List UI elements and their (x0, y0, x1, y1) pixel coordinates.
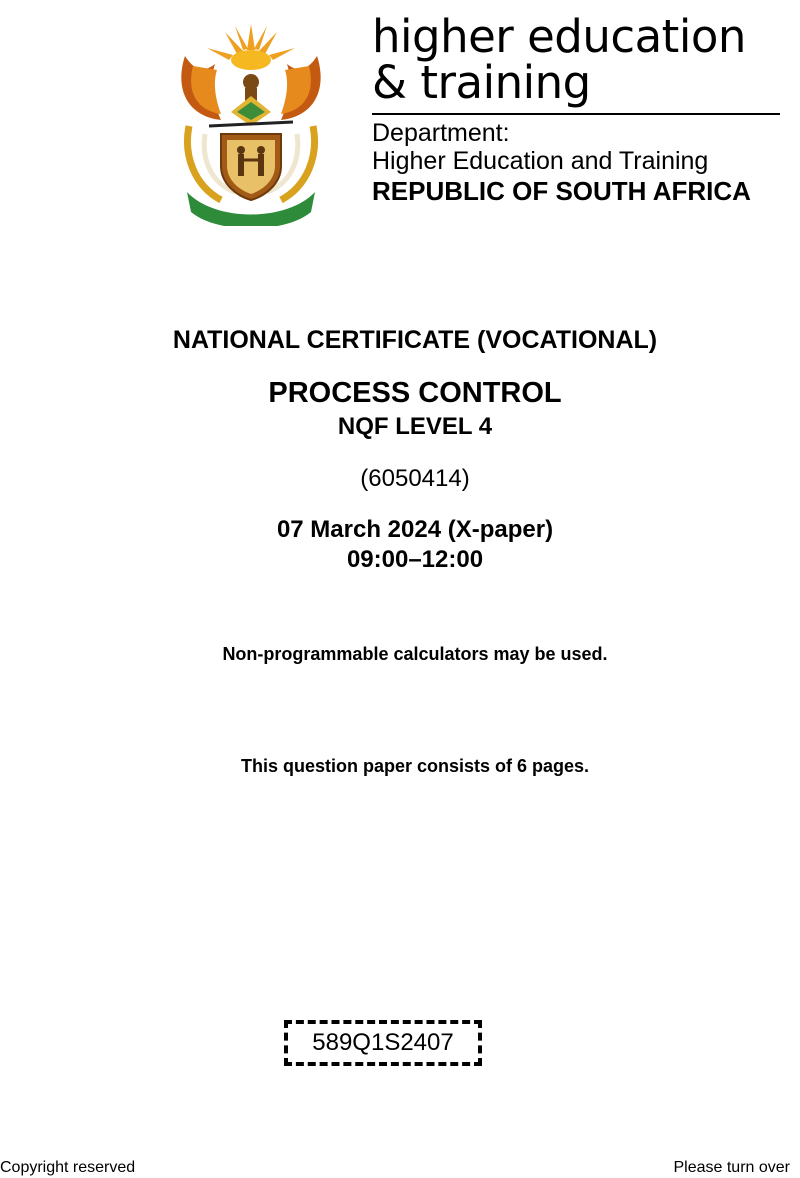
reference-number: 589Q1S2407 (312, 1029, 454, 1056)
department-name: Higher Education and Training (372, 147, 709, 175)
brand-title-line1: higher education (372, 10, 746, 63)
coat-of-arms-icon (165, 16, 337, 226)
reference-box (284, 1020, 482, 1066)
exam-date: 07 March 2024 (X-paper) (276, 516, 554, 543)
subject-code: (6050414) (360, 465, 470, 492)
brand-divider (372, 113, 780, 115)
certificate-title: NATIONAL CERTIFICATE (VOCATIONAL) (172, 326, 658, 354)
country-name: REPUBLIC OF SOUTH AFRICA (372, 176, 751, 206)
brand-title-line2: & training (372, 56, 591, 109)
page-count-note: This question paper consists of 6 pages. (240, 756, 590, 776)
calculator-note: Non-programmable calculators may be used. (222, 644, 608, 664)
subject-title: PROCESS CONTROL (268, 377, 562, 409)
turn-over-notice: Please turn over (673, 1159, 790, 1176)
coat-of-arms-logo (165, 16, 337, 226)
copyright-notice: Copyright reserved (0, 1159, 136, 1176)
nqf-level: NQF LEVEL 4 (337, 413, 493, 440)
department-label: Department: (372, 119, 510, 147)
exam-time: 09:00–12:00 (346, 546, 484, 573)
